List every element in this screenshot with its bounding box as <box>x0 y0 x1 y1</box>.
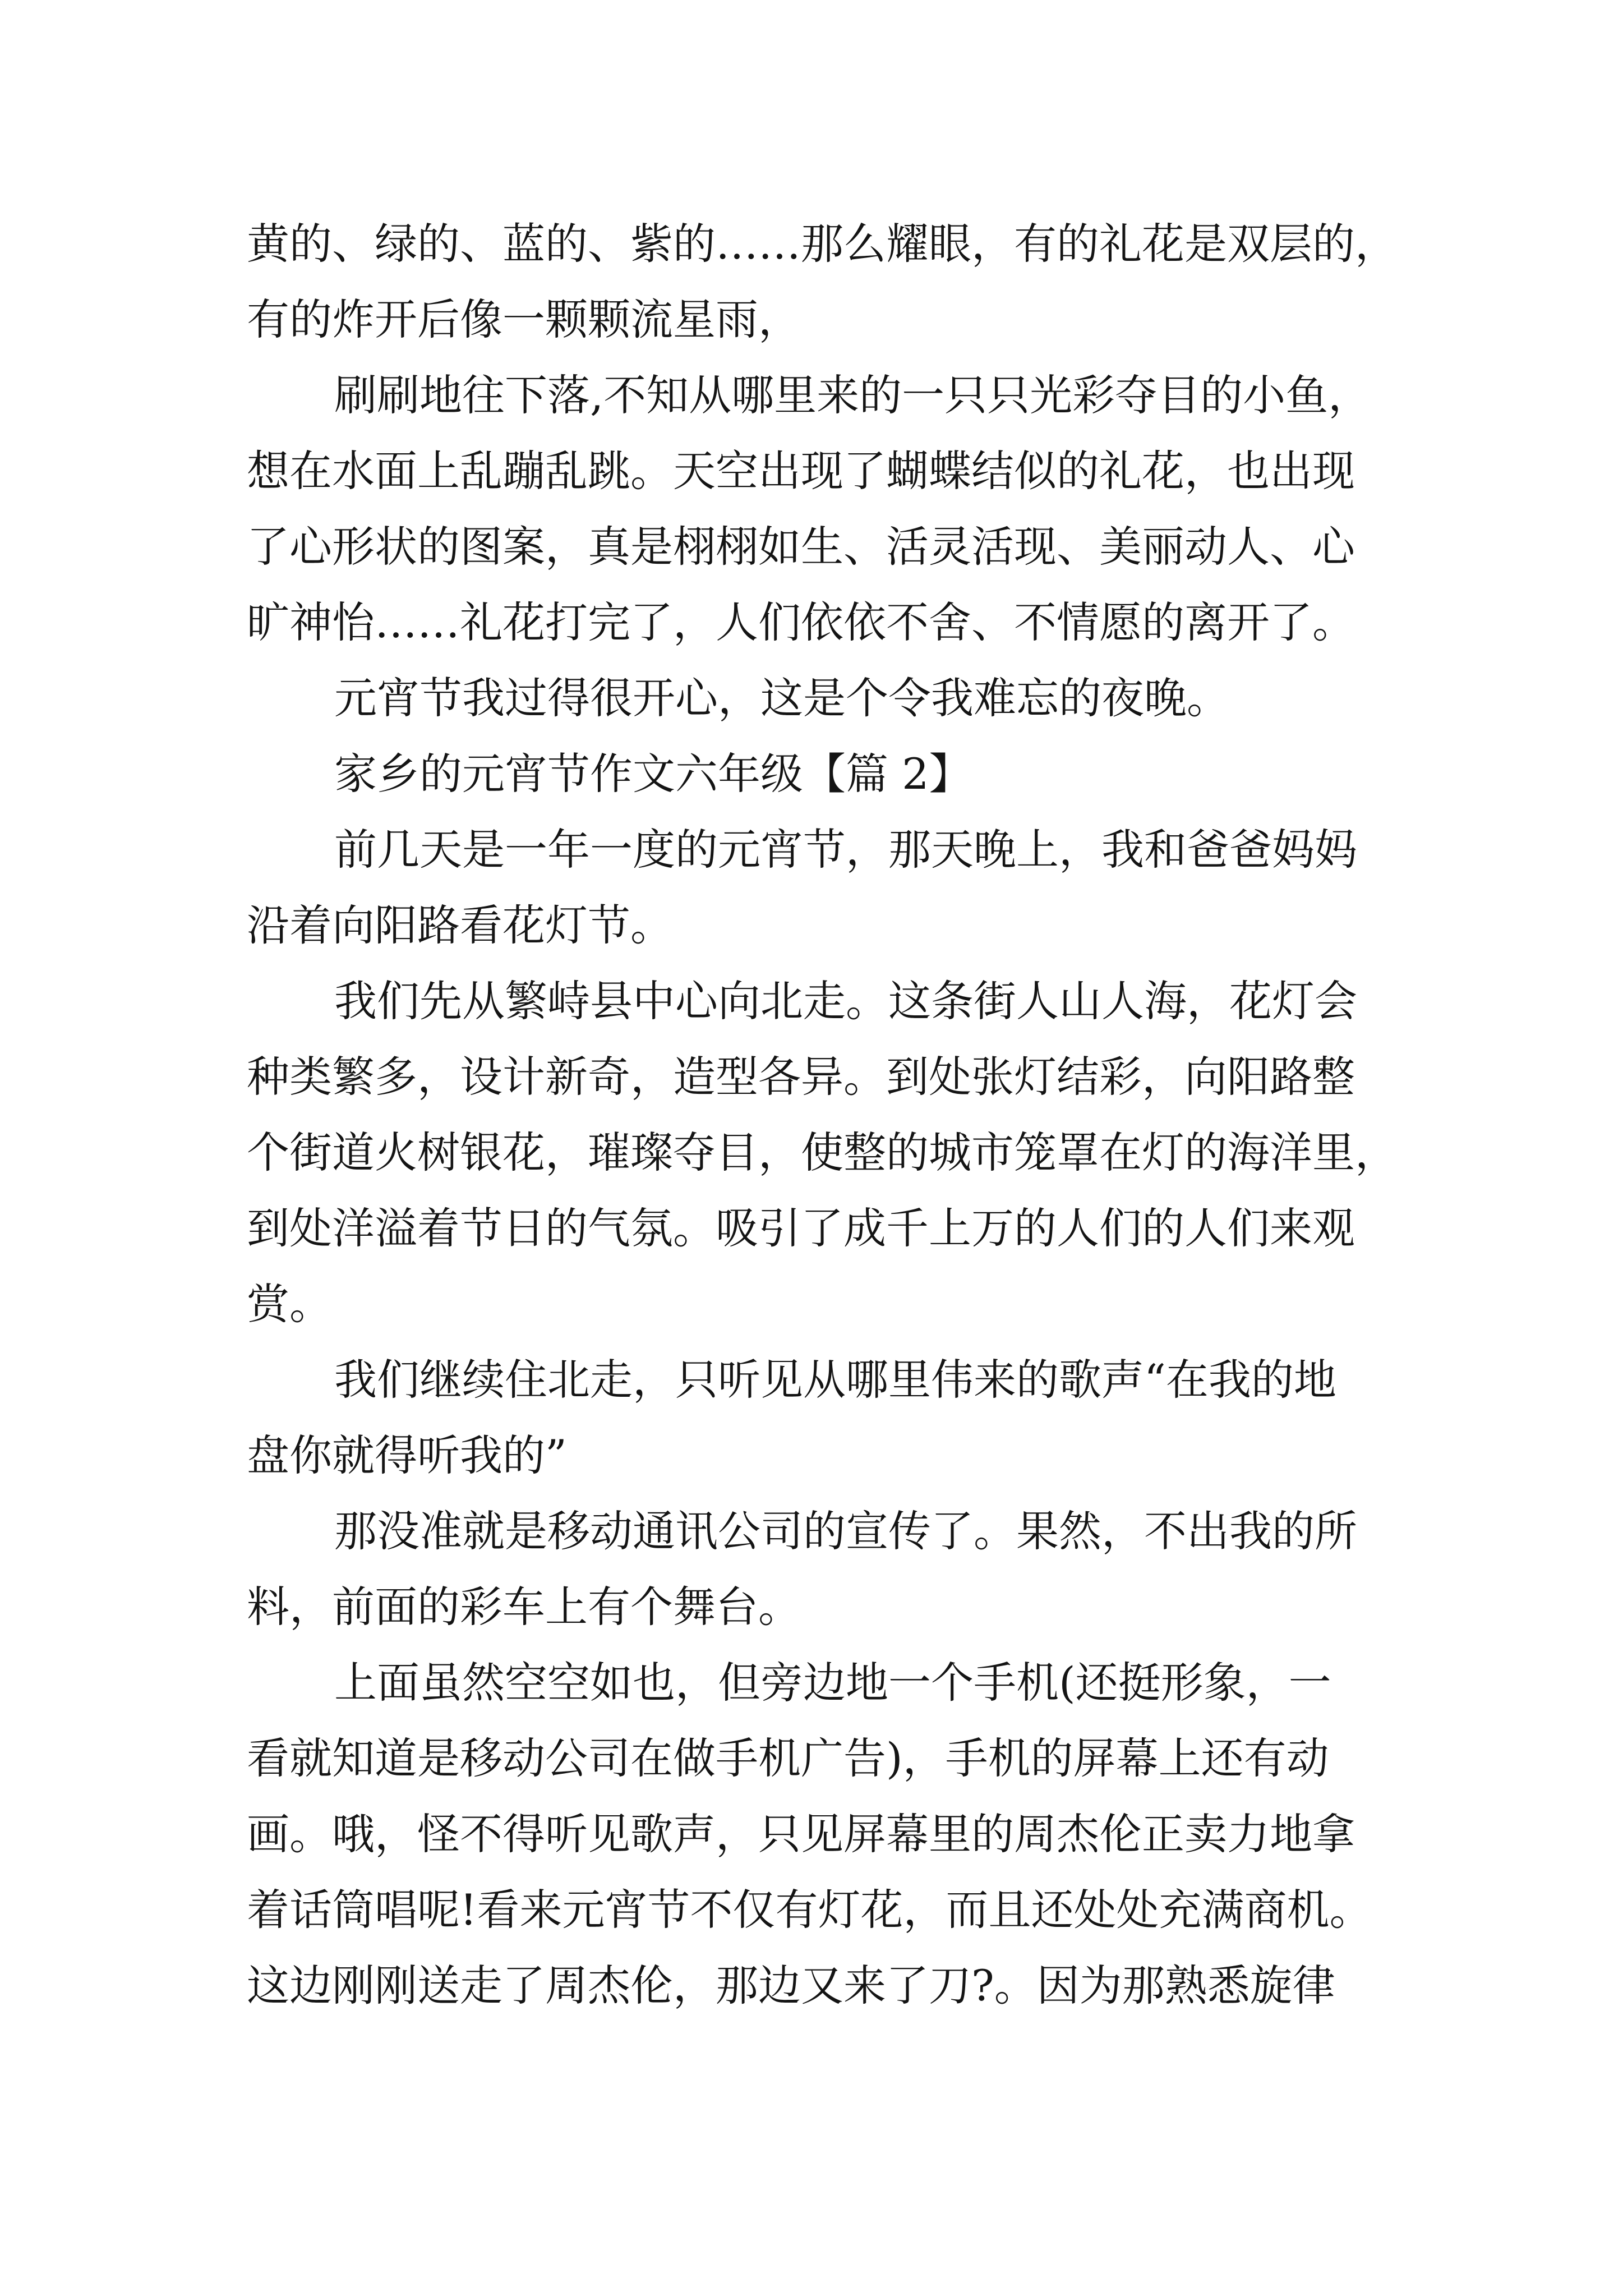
paragraph-start-line: 我们先从繁峙县中心向北走。这条街人山人海，花灯会 <box>334 976 1357 1026</box>
text-line: 画。哦，怪不得听见歌声，只见屏幕里的周杰伦正卖力地拿 <box>247 1809 1355 1859</box>
text-line: 这边刚刚送走了周杰伦，那边又来了刀?。因为那熟悉旋律 <box>247 1961 1335 2010</box>
text-line: 种类繁多，设计新奇，造型各异。到处张灯结彩，向阳路整 <box>247 1052 1355 1102</box>
section-heading: 家乡的元宵节作文六年级【篇 2】 <box>334 749 972 799</box>
paragraph-start-line: 我们继续住北走，只听见从哪里伟来的歌声“在我的地 <box>334 1355 1336 1405</box>
paragraph-start-line: 上面虽然空空如也，但旁边地一个手机(还挺形象，一 <box>334 1658 1331 1708</box>
text-line: 沿着向阳路看花灯节。 <box>247 900 673 950</box>
text-line: 了心形状的图案，真是栩栩如生、活灵活现、美丽动人、心 <box>247 522 1355 572</box>
text-line: 有的炸开后像一颗颗流星雨， <box>247 295 801 344</box>
text-line: 着话筒唱呢!看来元宵节不仅有灯花，而且还处处充满商机。 <box>247 1885 1372 1935</box>
text-line: 想在水面上乱蹦乱跳。天空出现了蝴蝶结似的礼花，也出现 <box>247 446 1355 496</box>
text-line: 旷神怡……礼花打完了，人们依依不舍、不情愿的离开了。 <box>247 597 1355 647</box>
text-line: 到处洋溢着节日的气氛。吸引了成千上万的人们的人们来观 <box>247 1203 1355 1253</box>
text-line: 赏。 <box>247 1279 332 1329</box>
paragraph-start-line: 刷刷地往下落,不知从哪里来的一只只光彩夺目的小鱼， <box>334 370 1371 420</box>
text-line: 个街道火树银花，璀璨夺目，使整的城市笼罩在灯的海洋里， <box>247 1128 1398 1177</box>
paragraph-start-line: 那没准就是移动通讯公司的宣传了。果然，不出我的所 <box>334 1506 1357 1556</box>
text-line: 看就知道是移动公司在做手机广告)，手机的屏幕上还有动 <box>247 1733 1329 1783</box>
paragraph-start-line: 元宵节我过得很开心，这是个令我难忘的夜晚。 <box>334 673 1229 723</box>
paragraph-start-line: 前几天是一年一度的元宵节，那天晚上，我和爸爸妈妈 <box>334 825 1357 875</box>
text-line: 盘你就得听我的” <box>247 1430 567 1480</box>
body-text <box>247 206 1436 2023</box>
text-line: 料，前面的彩车上有个舞台。 <box>247 1582 801 1632</box>
text-line: 黄的、绿的、蓝的、紫的……那么耀眼，有的礼花是双层的， <box>247 219 1398 269</box>
